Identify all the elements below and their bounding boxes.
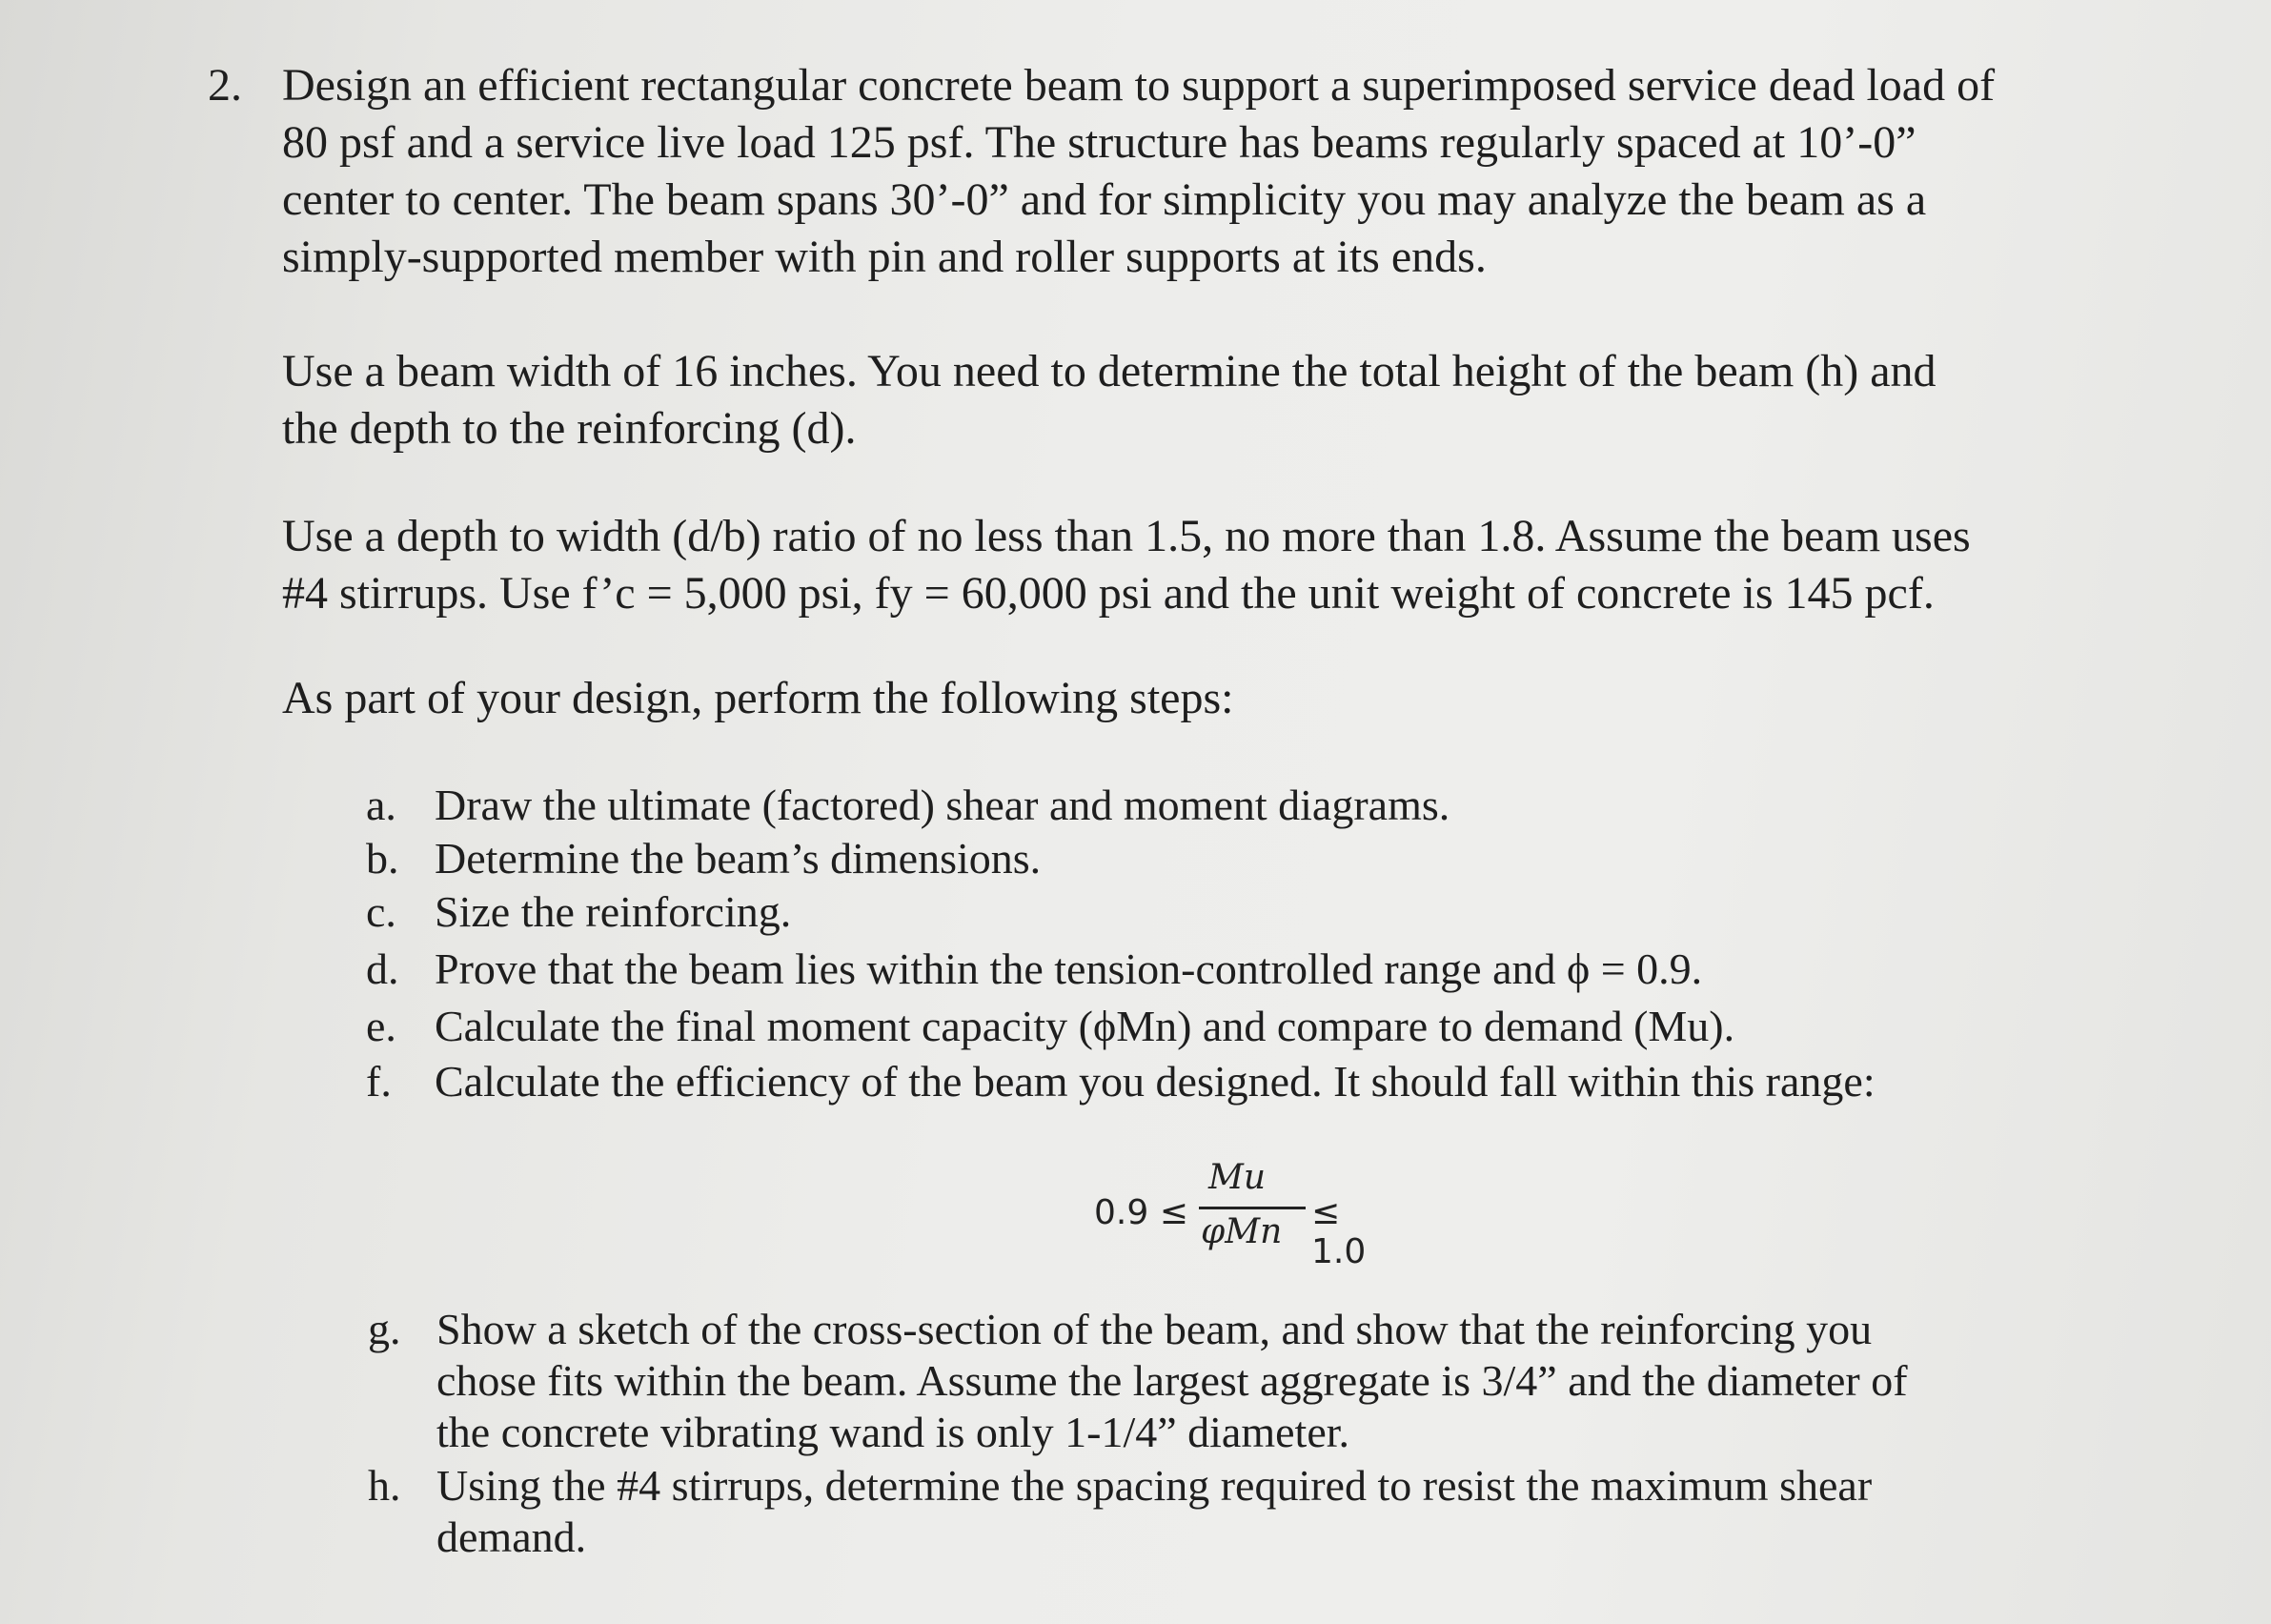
beam-width-line: the depth to the reinforcing (d). (282, 403, 857, 454)
ratio-paragraph (282, 508, 2131, 622)
ratio-line: Use a depth to width (d/b) ratio of no less than 1.5, no more than 1.8. Assume the beam uses (282, 511, 1971, 561)
step-text: Prove that the beam lies within the tension-controlled range and ϕ = 0.9. (435, 944, 1703, 993)
step-text: Using the #4 stirrups, determine the spacing required to resist the maximum shear (436, 1461, 1873, 1510)
formula-lower-bound: 0.9 ≤ (1094, 1193, 1188, 1232)
step-text: Draw the ultimate (factored) shear and moment diagrams. (435, 781, 1450, 829)
step-label: h. (368, 1461, 401, 1510)
formula-upper-bound: ≤ 1.0 (1311, 1193, 1367, 1271)
problem-intro-line: center to center. The beam spans 30’-0” and for simplicity you may analyze the beam as a (282, 174, 1927, 225)
problem-number: 2. (208, 60, 242, 111)
step-label: a. (366, 781, 396, 829)
step-text: the concrete vibrating wand is only 1-1/4” diameter. (436, 1408, 1350, 1456)
formula-numerator: Mu (1208, 1158, 1267, 1197)
steps-intro-line: As part of your design, perform the following steps: (282, 673, 1234, 723)
step-text: Calculate the final moment capacity (ϕMn) and compare to demand (Mu). (435, 1002, 1735, 1050)
ratio-line: #4 stirrups. Use f’c = 5,000 psi, fy = 60,000 psi and the unit weight of concrete is 145 pcf. (282, 568, 1935, 619)
step-label: c. (366, 887, 396, 936)
steps-intro-paragraph (282, 670, 2131, 727)
step-text: Size the reinforcing. (435, 887, 792, 936)
step-text: demand. (436, 1512, 587, 1561)
step-label: f. (366, 1057, 392, 1106)
step-text: Determine the beam’s dimensions. (435, 834, 1042, 883)
beam-width-paragraph (282, 343, 2131, 457)
step-label: g. (368, 1305, 401, 1353)
problem-intro-line: Design an efficient rectangular concrete beam to support a superimposed service dead load of (282, 60, 1996, 111)
beam-width-line: Use a beam width of 16 inches. You need to determine the total height of the beam (h) and (282, 346, 1936, 396)
step-text: chose fits within the beam. Assume the largest aggregate is 3/4” and the diameter of (436, 1356, 1908, 1405)
step-label: e. (366, 1002, 396, 1050)
efficiency-formula (1094, 1153, 1399, 1271)
problem-intro-line: simply-supported member with pin and roller supports at its ends. (282, 232, 1487, 282)
step-label: b. (366, 834, 399, 883)
step-text: Calculate the efficiency of the beam you designed. It should fall within this range: (435, 1057, 1876, 1106)
problem-intro-paragraph (282, 57, 2131, 286)
fraction-bar (1199, 1207, 1306, 1209)
problem-intro-line: 80 psf and a service live load 125 psf. The structure has beams regularly spaced at 10’-0” (282, 117, 1916, 168)
step-text: Show a sketch of the cross-section of the beam, and show that the reinforcing you (436, 1305, 1873, 1353)
step-label: d. (366, 944, 399, 993)
formula-denominator: φMn (1201, 1212, 1283, 1251)
